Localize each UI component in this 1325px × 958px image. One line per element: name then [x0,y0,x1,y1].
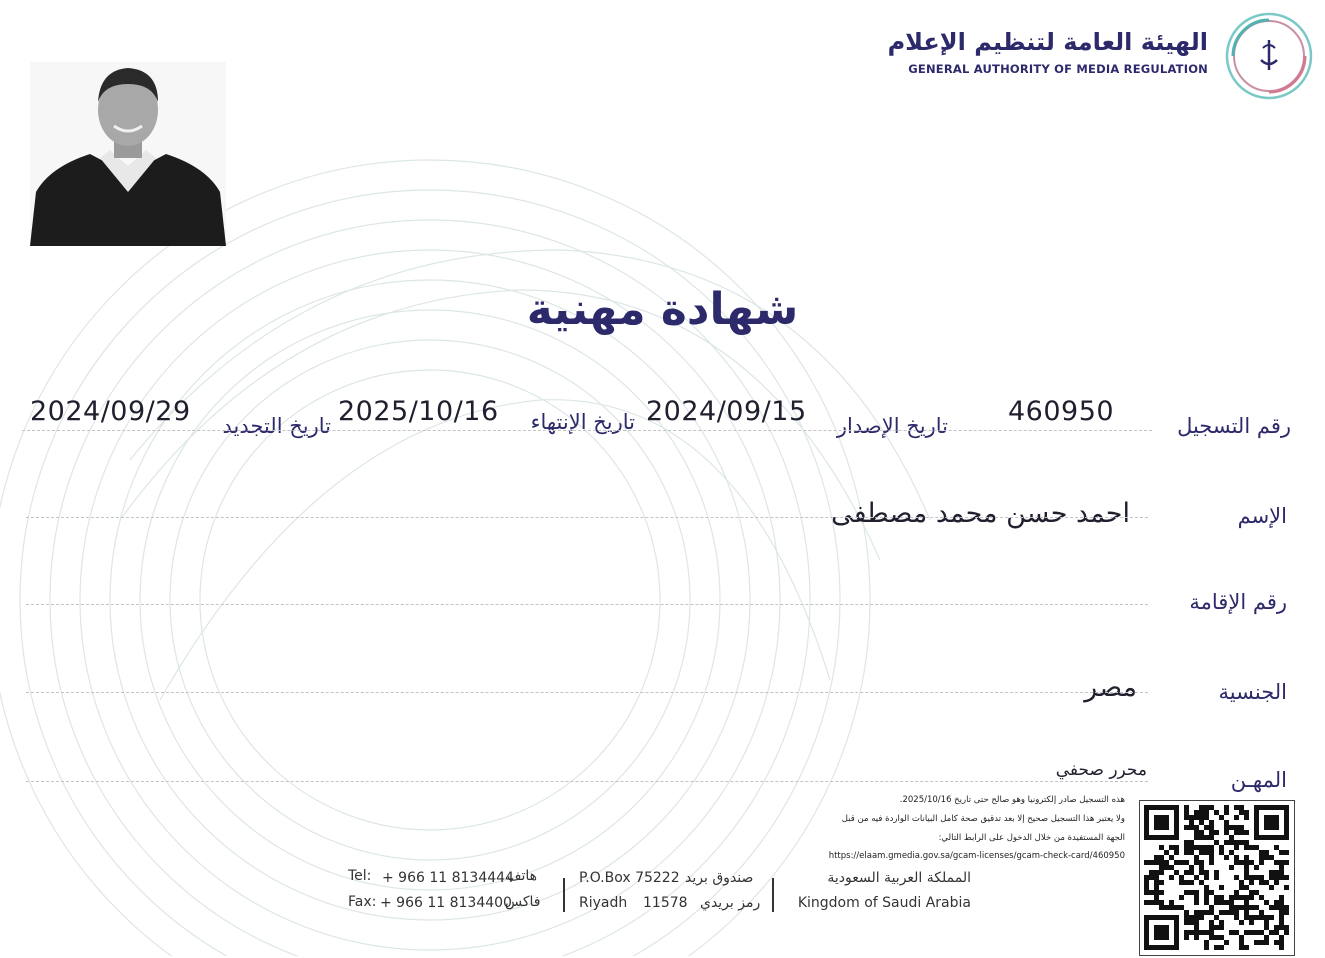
fax-label: Fax: [348,894,377,910]
profession-label: المهـن [1230,768,1287,792]
row-divider [22,430,1152,431]
renewal-date-value: 2024/09/29 [30,396,191,427]
tel-number: + 966 11 8134444 [382,870,514,886]
verification-note-2: الجهة المستفيدة من خلال الدخول على الرابط التالي: [938,833,1125,843]
org-name-english: GENERAL AUTHORITY OF MEDIA REGULATION [908,62,1208,76]
row-divider [26,692,1148,693]
residency-label: رقم الإقامة [1189,590,1287,614]
fax-arabic: فاكس [505,894,541,910]
row-divider [26,517,1148,518]
gamr-logo-icon [1223,10,1315,102]
postal-arabic: رمز بريدي [700,895,761,911]
fax-number: + 966 11 8134400 [380,895,512,911]
issue-date-label: تاريخ الإصدار [836,414,948,438]
tel-label: Tel: [348,868,372,884]
registration-label: رقم التسجيل [1177,414,1291,438]
footer-separator [772,878,774,912]
expiry-date-value: 2025/10/16 [338,396,499,427]
city-english: Riyadh [579,895,628,911]
nationality-label: الجنسية [1218,680,1287,704]
verification-link[interactable]: https://elaam.gmedia.gov.sa/gcam-licenses/gcam-check-card/460950 [828,851,1125,861]
nationality-value: مصر [1084,672,1137,703]
qr-code-icon[interactable] [1139,800,1295,956]
issue-date-value: 2024/09/15 [646,396,807,427]
expiry-date-label: تاريخ الإنتهاء [530,410,635,434]
registration-value: 460950 [1008,396,1115,427]
tel-arabic: هاتف [507,868,538,884]
org-name-arabic: الهيئة العامة لتنظيم الإعلام [887,28,1208,56]
profession-value: محرر صحفي [1055,760,1147,780]
verification-note: ولا يعتبر هذا التسجيل صحيح إلا بعد تدقيق صحة كامل البيانات الواردة فيه من قبل [841,814,1125,824]
validity-note: هذه التسجيل صادر إلكترونيا وهو صالح حتى تاريخ 2025/10/16. [899,795,1125,805]
row-divider [26,604,1148,605]
country-english: Kingdom of Saudi Arabia [797,895,971,911]
row-divider [26,781,1148,782]
name-label: الإسم [1237,504,1287,528]
footer-separator [563,878,565,912]
pobox-arabic: صندوق بريد [685,870,754,886]
renewal-date-label: تاريخ التجديد [222,414,331,438]
name-value: احمد حسن محمد مصطفى [831,498,1130,529]
postal-code: 11578 [643,895,688,911]
country-arabic: المملكة العربية السعودية [827,870,971,886]
pobox-english: P.O.Box 75222 [579,870,680,886]
certificate-title: شهادة مهنية [526,284,799,335]
holder-photo [30,62,226,246]
